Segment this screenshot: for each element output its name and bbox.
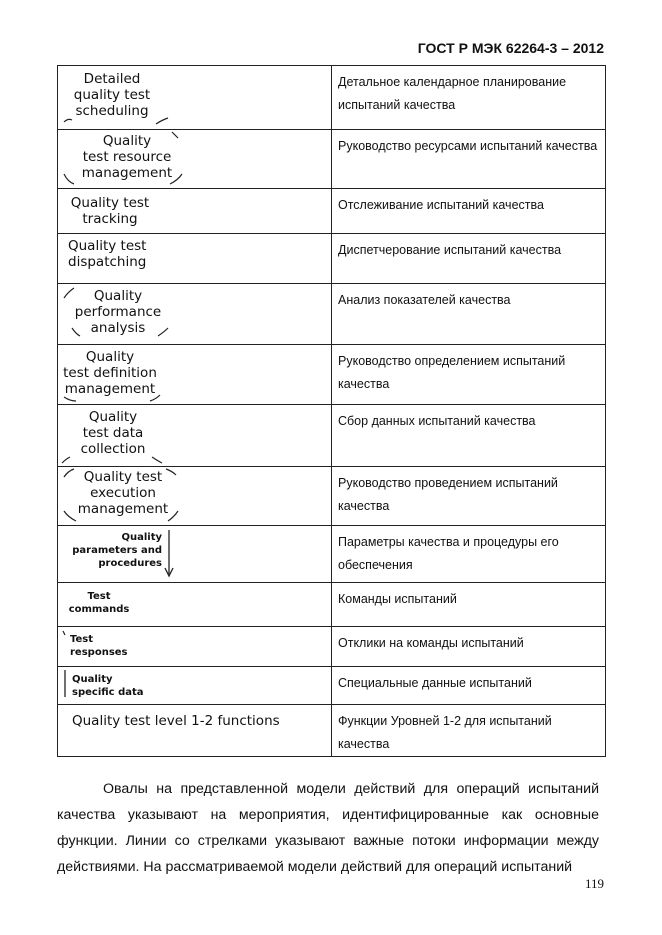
term-ru: Отслеживание испытаний качества	[332, 189, 606, 234]
document-code: ГОСТ Р МЭК 62264-3 – 2012	[417, 40, 604, 56]
table-row	[58, 189, 606, 234]
oval-fragment-icon	[60, 284, 180, 344]
term-en: Quality parameters and procedures	[72, 532, 162, 569]
table-row	[58, 284, 606, 345]
term-en: Quality test tracking	[70, 195, 150, 227]
term-en-cell	[58, 583, 332, 627]
table-row	[58, 467, 606, 526]
term-en-cell	[58, 405, 332, 467]
tick-mark-icon	[60, 630, 68, 638]
term-en: Quality test resource management	[81, 133, 173, 181]
term-ru: Функции Уровней 1-2 для испытаний качества	[332, 705, 606, 757]
oval-fragment-icon	[60, 467, 186, 525]
term-en: Quality test execution management	[77, 469, 169, 517]
term-en-cell	[58, 130, 332, 189]
term-en-cell	[58, 667, 332, 705]
oval-fragment-icon	[62, 116, 172, 128]
table-row	[58, 234, 606, 284]
term-ru: Анализ показателей качества	[332, 284, 606, 345]
page-number: 119	[584, 876, 604, 891]
term-en: Test responses	[70, 634, 128, 658]
term-ru: Команды испытаний	[332, 583, 606, 627]
term-en-cell	[58, 467, 332, 526]
term-en-cell	[58, 284, 332, 345]
table-row	[58, 667, 606, 705]
term-en-cell	[58, 705, 332, 757]
term-en-cell	[58, 526, 332, 583]
term-ru: Параметры качества и процедуры его обеспечения	[332, 526, 606, 583]
body-paragraph	[57, 776, 599, 880]
term-ru: Сбор данных испытаний качества	[332, 405, 606, 467]
oval-fragment-icon	[60, 130, 190, 188]
term-ru: Детальное календарное планирование испытаний качества	[332, 66, 606, 130]
term-ru: Руководство определением испытаний качества	[332, 345, 606, 405]
term-en: Detailed quality test scheduling	[73, 71, 151, 119]
term-en: Quality performance analysis	[74, 288, 162, 336]
table-row	[58, 627, 606, 667]
term-en-cell	[58, 189, 332, 234]
term-en: Quality test level 1-2 functions	[72, 713, 280, 729]
term-ru: Руководство проведением испытаний качества	[332, 467, 606, 526]
term-ru: Специальные данные испытаний	[332, 667, 606, 705]
table-row	[58, 583, 606, 627]
term-en: Quality test dispatching	[68, 238, 147, 270]
term-en: Quality specific data	[72, 674, 144, 698]
table-row	[58, 345, 606, 405]
table-row	[58, 526, 606, 583]
term-ru: Руководство ресурсами испытаний качества	[332, 130, 606, 189]
arrow-down-icon	[162, 528, 176, 580]
term-ru: Диспетчерование испытаний качества	[332, 234, 606, 284]
term-ru: Отклики на команды испытаний	[332, 627, 606, 667]
term-en: Quality test definition management	[63, 349, 157, 397]
term-en-cell	[58, 627, 332, 667]
vertical-line-icon	[62, 669, 68, 699]
oval-fragment-icon	[60, 405, 170, 467]
table-row	[58, 66, 606, 130]
term-en-cell	[58, 66, 332, 130]
term-en-cell	[58, 234, 332, 284]
table-row	[58, 405, 606, 467]
oval-fragment-icon	[60, 345, 170, 405]
terms-table	[57, 65, 606, 757]
body-paragraph-text: Овалы на представленной модели действий для операций испытаний качества указывают на мероприятия, идентифицированные как основные функции. Линии со стрелками указывают важные потоки информации между действиями. На рассматриваемой модели действий для операций испытаний	[57, 781, 599, 875]
table-row	[58, 130, 606, 189]
term-en: Quality test data collection	[80, 409, 146, 457]
term-en: Test commands	[68, 591, 130, 615]
table-row	[58, 705, 606, 757]
term-en-cell	[58, 345, 332, 405]
